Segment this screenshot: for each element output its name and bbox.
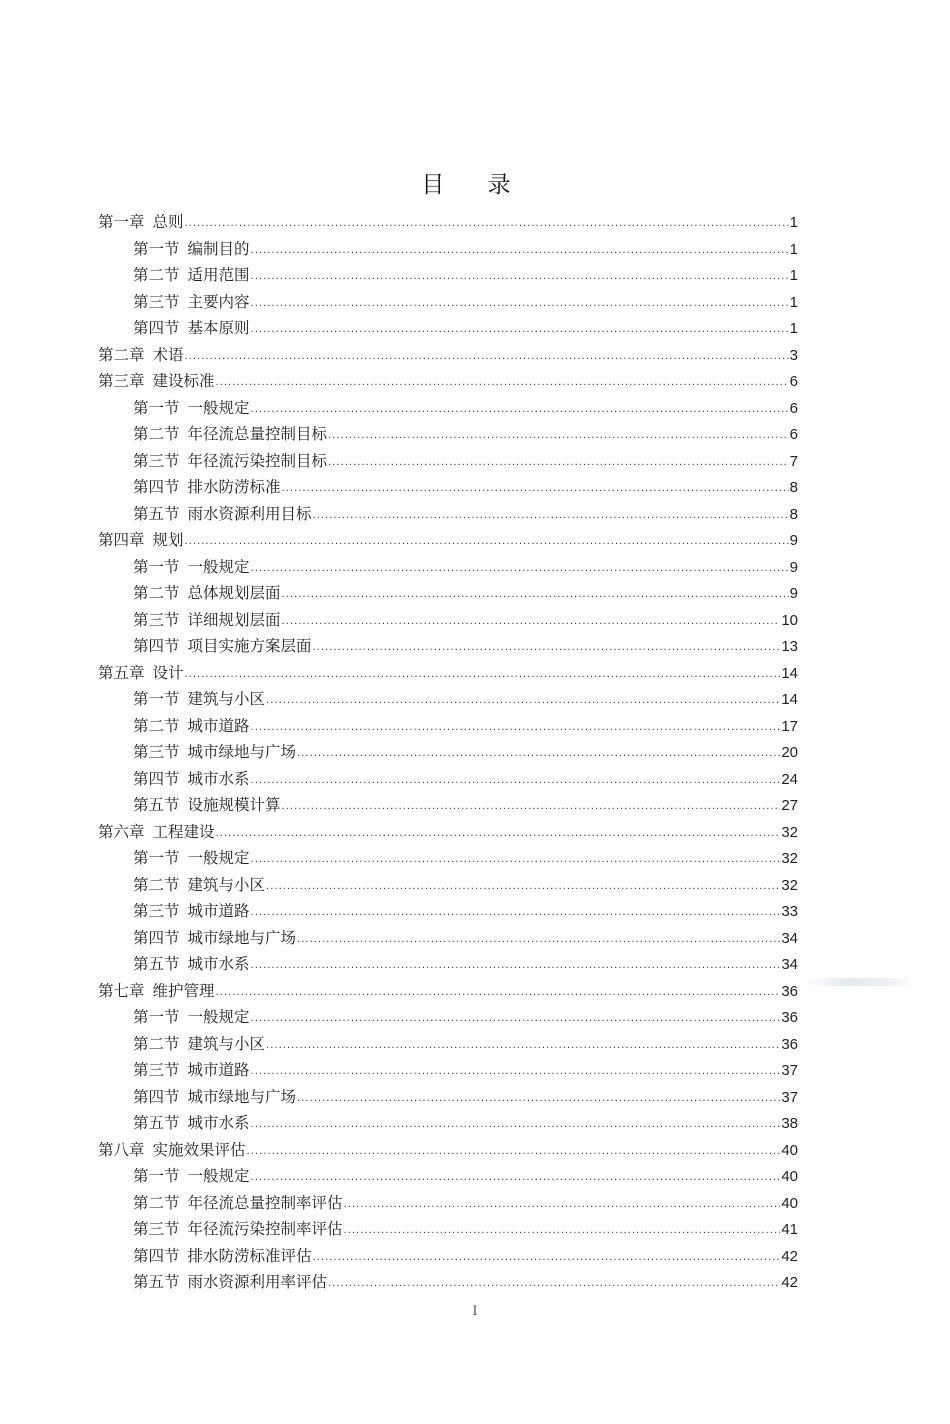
toc-section-entry[interactable] <box>98 1163 798 1190</box>
toc-dot-leader <box>251 1059 781 1086</box>
toc-entry-title: 年径流污染控制目标 <box>187 451 328 470</box>
toc-entry-page: 32 <box>781 850 798 867</box>
toc-entry-label <box>133 1110 250 1137</box>
toc-dot-leader <box>344 1192 781 1219</box>
toc-entry-number: 第三节 <box>133 743 180 761</box>
toc-entry-number: 第五节 <box>133 1114 180 1132</box>
toc-section-entry[interactable] <box>98 1084 798 1111</box>
toc-entry-label <box>133 315 250 342</box>
toc-section-entry[interactable] <box>98 1110 798 1137</box>
toc-entry-number: 第三节 <box>133 292 180 311</box>
toc-dot-leader <box>313 1245 781 1272</box>
toc-entry-label <box>133 1084 296 1111</box>
toc-dot-leader <box>251 238 789 265</box>
toc-entry-page: 7 <box>789 452 798 470</box>
toc-entry-number: 第五节 <box>133 504 180 523</box>
toc-entry-title: 建筑与小区 <box>187 875 266 894</box>
toc-entry-number: 第二节 <box>133 875 180 894</box>
toc-dot-leader <box>185 662 781 689</box>
toc-entry-label <box>133 633 312 660</box>
toc-entry-number: 第四节 <box>133 637 180 655</box>
toc-section-entry[interactable] <box>98 1057 798 1084</box>
toc-entry-title: 城市水系 <box>187 769 250 788</box>
toc-entry-title: 排水防涝标准 <box>187 478 281 496</box>
toc-entry-number: 第一节 <box>133 557 180 576</box>
toc-section-entry[interactable] <box>98 739 798 766</box>
toc-entry-label <box>133 236 250 263</box>
toc-entry-page: 36 <box>781 982 798 1000</box>
toc-entry-title: 城市道路 <box>187 1061 250 1079</box>
toc-entry-number: 第三节 <box>133 610 180 629</box>
toc-entry-title: 建筑与小区 <box>187 1034 266 1053</box>
toc-dot-leader <box>251 397 789 424</box>
toc-entry-page: 1 <box>789 320 798 337</box>
toc-entry-title: 详细规划层面 <box>187 610 281 629</box>
toc-entry-number: 第二章 <box>98 345 145 364</box>
toc-section-entry[interactable] <box>98 289 798 316</box>
toc-entry-label <box>133 766 250 793</box>
toc-entry-number: 第一节 <box>133 1167 180 1185</box>
toc-entry-page: 6 <box>789 373 798 390</box>
toc-entry-label <box>98 819 215 846</box>
toc-entry-number: 第三节 <box>133 902 180 920</box>
toc-entry-label <box>133 607 281 634</box>
toc-entry-label <box>133 1269 327 1296</box>
toc-dot-leader <box>344 1218 781 1245</box>
toc-entry-label <box>133 1163 250 1190</box>
toc-entry-number: 第四节 <box>133 1087 180 1106</box>
toc-dot-leader <box>297 741 780 768</box>
toc-entry-title: 年径流污染控制率评估 <box>187 1220 343 1238</box>
toc-entry-label <box>98 660 184 687</box>
toc-entry-number: 第一节 <box>133 690 180 708</box>
toc-section-entry[interactable] <box>98 501 798 528</box>
toc-entry-label <box>133 448 327 475</box>
toc-section-entry[interactable] <box>98 1269 798 1296</box>
toc-entry-page: 41 <box>781 1221 798 1238</box>
toc-section-entry[interactable] <box>98 607 798 634</box>
toc-entry-label <box>133 898 250 925</box>
toc-entry-number: 第四章 <box>98 531 145 549</box>
toc-entry-label <box>133 1057 250 1084</box>
toc-entry-number: 第四节 <box>133 1246 180 1265</box>
toc-chapter-entry[interactable] <box>98 978 798 1005</box>
toc-entry-title: 城市道路 <box>187 902 250 920</box>
toc-dot-leader <box>251 1165 781 1192</box>
toc-entry-page: 37 <box>781 1062 798 1079</box>
page-title: 目 录 <box>421 172 529 198</box>
toc-chapter-entry[interactable] <box>98 527 798 554</box>
toc-dot-leader <box>251 1112 781 1139</box>
toc-entry-title: 主要内容 <box>187 292 250 311</box>
toc-entry-title: 术语 <box>152 345 184 364</box>
toc-entry-page: 40 <box>781 1194 798 1212</box>
toc-dot-leader <box>251 1006 781 1033</box>
toc-entry-page: 20 <box>781 744 798 761</box>
toc-entry-page: 32 <box>781 823 798 841</box>
toc-entry-page: 38 <box>781 1115 798 1132</box>
toc-entry-number: 第三节 <box>133 451 180 470</box>
toc-dot-leader <box>251 291 789 318</box>
toc-section-entry[interactable] <box>98 925 798 952</box>
toc-entry-title: 工程建设 <box>152 822 215 841</box>
toc-entry-page: 1 <box>789 214 798 231</box>
table-of-contents <box>98 209 798 1296</box>
toc-entry-title: 实施效果评估 <box>152 1140 246 1159</box>
toc-entry-number: 第四节 <box>133 769 180 788</box>
toc-section-entry[interactable] <box>98 1243 798 1270</box>
toc-entry-title: 雨水资源利用目标 <box>187 504 312 523</box>
toc-entry-label <box>133 554 250 581</box>
toc-chapter-entry[interactable] <box>98 368 798 395</box>
toc-entry-page: 24 <box>781 770 798 788</box>
toc-entry-number: 第一章 <box>98 213 145 231</box>
toc-dot-leader <box>251 264 789 291</box>
toc-entry-number: 第五节 <box>133 796 180 814</box>
toc-entry-number: 第三章 <box>98 372 145 390</box>
toc-entry-page: 13 <box>781 638 798 655</box>
toc-entry-number: 第二节 <box>133 266 180 284</box>
toc-entry-label <box>98 209 184 236</box>
toc-dot-leader <box>282 476 789 503</box>
toc-entry-page: 9 <box>789 558 798 576</box>
toc-chapter-entry[interactable] <box>98 819 798 846</box>
toc-entry-number: 第四节 <box>133 319 180 337</box>
toc-entry-label <box>98 342 184 369</box>
toc-entry-page: 34 <box>781 956 798 973</box>
toc-entry-number: 第一节 <box>133 239 180 258</box>
toc-dot-leader <box>313 503 789 530</box>
toc-entry-title: 城市水系 <box>187 1114 250 1132</box>
toc-dot-leader <box>282 609 781 636</box>
toc-dot-leader <box>216 980 781 1007</box>
toc-entry-page: 42 <box>781 1274 798 1291</box>
toc-section-entry[interactable] <box>98 898 798 925</box>
toc-entry-page: 6 <box>789 399 798 417</box>
toc-entry-title: 一般规定 <box>187 849 250 867</box>
toc-section-entry[interactable] <box>98 872 798 899</box>
toc-entry-number: 第七章 <box>98 981 145 1000</box>
toc-entry-number: 第三节 <box>133 1061 180 1079</box>
toc-section-entry[interactable] <box>98 845 798 872</box>
toc-entry-title: 建设标准 <box>152 372 215 390</box>
toc-section-entry[interactable] <box>98 580 798 607</box>
toc-section-entry[interactable] <box>98 713 798 740</box>
toc-entry-page: 1 <box>789 267 798 284</box>
toc-entry-page: 36 <box>781 1035 798 1053</box>
toc-entry-title: 总体规划层面 <box>187 584 281 602</box>
toc-dot-leader <box>313 635 781 662</box>
toc-dot-leader <box>216 821 781 848</box>
toc-entry-number: 第二节 <box>133 716 180 735</box>
toc-section-entry[interactable] <box>98 766 798 793</box>
toc-entry-number: 第一节 <box>133 398 180 417</box>
toc-entry-page: 37 <box>781 1088 798 1106</box>
toc-entry-number: 第五节 <box>133 955 180 973</box>
toc-dot-leader <box>251 317 789 344</box>
toc-entry-label <box>133 1004 250 1031</box>
toc-entry-number: 第二节 <box>133 425 180 443</box>
toc-entry-page: 40 <box>781 1168 798 1185</box>
toc-entry-title: 一般规定 <box>187 1008 250 1026</box>
toc-entry-title: 编制目的 <box>187 239 250 258</box>
toc-entry-title: 雨水资源利用率评估 <box>187 1273 328 1291</box>
toc-entry-label <box>133 951 250 978</box>
toc-entry-page: 1 <box>789 240 798 258</box>
toc-section-entry[interactable] <box>98 236 798 263</box>
toc-entry-title: 城市水系 <box>187 955 250 973</box>
toc-entry-page: 36 <box>781 1009 798 1026</box>
toc-entry-page: 42 <box>781 1247 798 1265</box>
toc-dot-leader <box>328 1271 780 1298</box>
toc-entry-title: 城市道路 <box>187 716 250 735</box>
toc-entry-label <box>98 978 215 1005</box>
toc-dot-leader <box>185 211 789 238</box>
toc-entry-title: 一般规定 <box>187 1167 250 1185</box>
toc-entry-page: 32 <box>781 876 798 894</box>
toc-section-entry[interactable] <box>98 474 798 501</box>
toc-entry-title: 适用范围 <box>187 266 250 284</box>
toc-section-entry[interactable] <box>98 1031 798 1058</box>
toc-entry-number: 第一节 <box>133 1008 180 1026</box>
toc-entry-label <box>133 474 281 501</box>
toc-entry-label <box>133 262 250 289</box>
toc-entry-title: 年径流总量控制率评估 <box>187 1193 343 1212</box>
toc-entry-label <box>133 580 281 607</box>
toc-entry-label <box>133 872 265 899</box>
toc-entry-page: 3 <box>789 346 798 364</box>
toc-dot-leader <box>282 582 789 609</box>
toc-section-entry[interactable] <box>98 1216 798 1243</box>
toc-entry-title: 基本原则 <box>187 319 250 337</box>
toc-dot-leader <box>251 556 789 583</box>
toc-entry-label <box>133 395 250 422</box>
toc-entry-label <box>133 792 281 819</box>
toc-chapter-entry[interactable] <box>98 209 798 236</box>
toc-section-entry[interactable] <box>98 792 798 819</box>
toc-dot-leader <box>251 953 781 980</box>
toc-section-entry[interactable] <box>98 686 798 713</box>
toc-dot-leader <box>251 900 781 927</box>
toc-dot-leader <box>251 847 781 874</box>
toc-entry-number: 第四节 <box>133 928 180 947</box>
toc-entry-number: 第六章 <box>98 822 145 841</box>
toc-dot-leader <box>251 768 781 795</box>
toc-dot-leader <box>282 794 781 821</box>
toc-entry-number: 第三节 <box>133 1220 180 1238</box>
toc-entry-label <box>98 1137 246 1164</box>
toc-entry-label <box>133 686 265 713</box>
toc-section-entry[interactable] <box>98 262 798 289</box>
toc-section-entry[interactable] <box>98 554 798 581</box>
toc-section-entry[interactable] <box>98 633 798 660</box>
toc-entry-page: 33 <box>781 903 798 920</box>
toc-section-entry[interactable] <box>98 315 798 342</box>
toc-entry-number: 第二节 <box>133 1193 180 1212</box>
toc-entry-label <box>133 1190 343 1217</box>
toc-dot-leader <box>297 1086 780 1113</box>
toc-entry-number: 第五节 <box>133 1273 180 1291</box>
toc-entry-label <box>133 739 296 766</box>
toc-section-entry[interactable] <box>98 448 798 475</box>
toc-dot-leader <box>247 1139 781 1166</box>
toc-entry-title: 城市绿地与广场 <box>187 743 297 761</box>
toc-section-entry[interactable] <box>98 951 798 978</box>
toc-entry-page: 6 <box>789 426 798 443</box>
toc-entry-page: 17 <box>781 717 798 735</box>
toc-entry-title: 城市绿地与广场 <box>187 1087 297 1106</box>
toc-entry-title: 年径流总量控制目标 <box>187 425 328 443</box>
toc-entry-label <box>98 368 215 395</box>
toc-section-entry[interactable] <box>98 395 798 422</box>
toc-entry-number: 第一节 <box>133 849 180 867</box>
toc-section-entry[interactable] <box>98 421 798 448</box>
toc-entry-page: 9 <box>789 532 798 549</box>
toc-entry-label <box>133 1216 343 1243</box>
toc-entry-title: 城市绿地与广场 <box>187 928 297 947</box>
toc-entry-label <box>133 845 250 872</box>
scan-smudge <box>805 978 915 986</box>
toc-entry-label <box>133 1243 312 1270</box>
toc-dot-leader <box>251 715 781 742</box>
toc-entry-page: 8 <box>789 505 798 523</box>
toc-dot-leader <box>328 450 789 477</box>
toc-entry-number: 第八章 <box>98 1140 145 1159</box>
toc-section-entry[interactable] <box>98 1004 798 1031</box>
toc-chapter-entry[interactable] <box>98 1137 798 1164</box>
toc-chapter-entry[interactable] <box>98 660 798 687</box>
toc-dot-leader <box>266 874 780 901</box>
toc-entry-page: 27 <box>781 797 798 814</box>
toc-entry-number: 第二节 <box>133 1034 180 1053</box>
toc-dot-leader <box>328 423 789 450</box>
toc-entry-label <box>133 501 312 528</box>
toc-entry-page: 8 <box>789 479 798 496</box>
toc-entry-page: 9 <box>789 585 798 602</box>
toc-entry-title: 一般规定 <box>187 557 250 576</box>
toc-dot-leader <box>266 688 780 715</box>
toc-entry-title: 总则 <box>152 213 184 231</box>
toc-entry-title: 规划 <box>152 531 184 549</box>
toc-section-entry[interactable] <box>98 1190 798 1217</box>
toc-entry-number: 第五章 <box>98 663 145 682</box>
toc-entry-label <box>98 527 184 554</box>
toc-entry-page: 34 <box>781 929 798 947</box>
toc-entry-number: 第四节 <box>133 478 180 496</box>
toc-dot-leader <box>185 344 789 371</box>
toc-entry-label <box>133 421 327 448</box>
toc-entry-page: 14 <box>781 664 798 682</box>
toc-entry-title: 排水防涝标准评估 <box>187 1246 312 1265</box>
toc-chapter-entry[interactable] <box>98 342 798 369</box>
toc-entry-page: 10 <box>781 611 798 629</box>
toc-entry-label <box>133 1031 265 1058</box>
toc-entry-title: 一般规定 <box>187 398 250 417</box>
toc-entry-page: 14 <box>781 691 798 708</box>
toc-entry-title: 建筑与小区 <box>187 690 266 708</box>
toc-dot-leader <box>266 1033 780 1060</box>
toc-entry-number: 第二节 <box>133 584 180 602</box>
toc-dot-leader <box>297 927 780 954</box>
toc-entry-label <box>133 713 250 740</box>
toc-entry-title: 设计 <box>152 663 184 682</box>
toc-entry-page: 1 <box>789 293 798 311</box>
toc-entry-title: 维护管理 <box>152 981 215 1000</box>
toc-dot-leader <box>216 370 789 397</box>
toc-dot-leader <box>185 529 789 556</box>
page-number: I <box>472 1304 478 1319</box>
toc-entry-page: 40 <box>781 1141 798 1159</box>
toc-entry-label <box>133 925 296 952</box>
toc-entry-title: 设施规模计算 <box>187 796 281 814</box>
toc-entry-title: 项目实施方案层面 <box>187 637 312 655</box>
toc-entry-label <box>133 289 250 316</box>
